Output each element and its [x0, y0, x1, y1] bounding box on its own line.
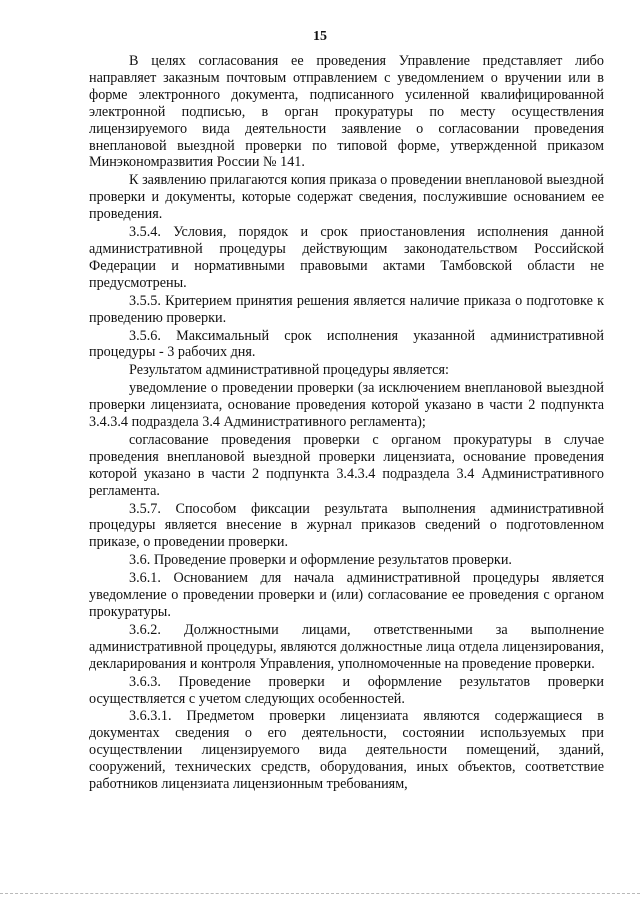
paragraph: К заявлению прилагаются копия приказа о проведении внеплановой выездной проверки и документы, которые содержат сведения, послужившие основанием ее проведения.: [89, 172, 604, 223]
paragraph: 3.6.3.1. Предметом проверки лицензиата являются содержащиеся в документах сведения о его деятельности, состоянии используемых при осуществлении лицензируемого вида деятельности помещений, зданий, сооружений, технических средств, оборудования, иных объектов, соответствие работников лицензиата лицензионным требованиям,: [89, 708, 604, 793]
paragraph: согласование проведения проверки с органом прокуратуры в случае проведения внеплановой выездной проверки лицензиата, основание проведения которой указано в части 2 подпункта 3.4.3.4 подраздела 3.4 Административного регламента.: [89, 431, 604, 499]
paragraph: 3.6. Проведение проверки и оформление результатов проверки.: [129, 552, 512, 569]
paragraph: 3.5.7. Способом фиксации результата выполнения административной процедуры является внесение в журнал приказов сведений о подготовленном приказе, о проведении проверки.: [89, 500, 604, 551]
scan-edge-line: [0, 893, 640, 894]
paragraph: 3.6.2. Должностными лицами, ответственными за выполнение административной процедуры, являются должностные лица отдела лицензирования, декларирования и контроля Управления, уполномоченные на проведение проверки.: [89, 621, 604, 672]
paragraph: 3.5.5. Критерием принятия решения является наличие приказа о подготовке к проведению проверки.: [89, 292, 604, 326]
document-body: [89, 53, 604, 793]
paragraph: Результатом административной процедуры является:: [129, 362, 449, 379]
page-number: 15: [313, 29, 327, 44]
paragraph: 3.6.3. Проведение проверки и оформление результатов проверки осуществляется с учетом следующих особенностей.: [89, 673, 604, 707]
paragraph: уведомление о проведении проверки (за исключением внеплановой выездной проверки лицензиата, основание проведения которой указано в части 2 подпункта 3.4.3.4 подраздела 3.4 Административного регламента);: [89, 380, 604, 431]
paragraph: 3.5.4. Условия, порядок и срок приостановления исполнения данной административной процедуры действующим законодательством Российской Федерации и нормативными правовыми актами Тамбовской области не предусмотрены.: [89, 224, 604, 291]
paragraph: 3.5.6. Максимальный срок исполнения указанной административной процедуры - 3 рабочих дня.: [89, 327, 604, 361]
paragraph: В целях согласования ее проведения Управление представляет либо направляет заказным почтовым отправлением с уведомлением о вручении или в форме электронного документа, подписанного усиленной квалифицированной электронной подписью, в орган прокуратуры по месту осуществления лицензируемого вида деятельности заявление о согласовании проведения внеплановой выездной проверки по типовой форме, утвержденной приказом Минэкономразвития России № 141.: [89, 53, 604, 171]
paragraph: 3.6.1. Основанием для начала административной процедуры является уведомление о проведении проверки и (или) согласование ее проведения с органом прокуратуры.: [89, 570, 604, 620]
